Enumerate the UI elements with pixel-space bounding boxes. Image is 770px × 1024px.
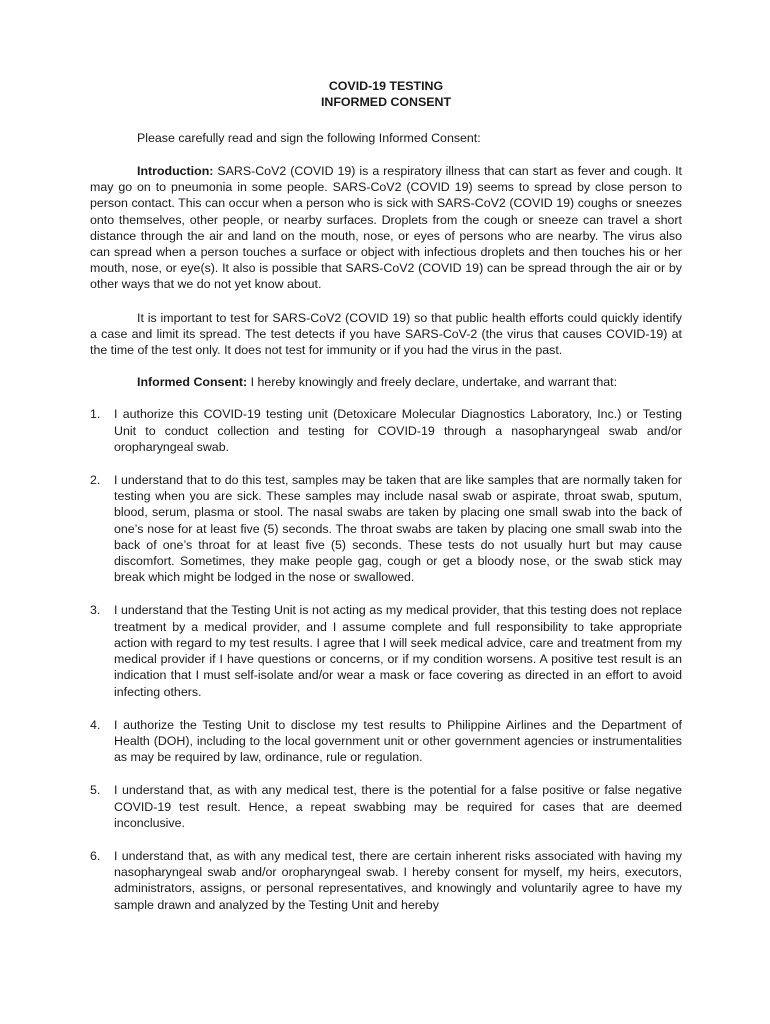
informed-consent-text: I hereby knowingly and freely declare, undertake, and warrant that: — [247, 375, 618, 390]
item-text: I authorize the Testing Unit to disclose my test results to Philippine Airlines and the Department of Health (DOH), including to the local government unit or other government agencies or instrumentalities as may be required by law, ordinance, rule or regulation. — [114, 717, 682, 765]
list-item — [90, 472, 682, 585]
item-text: I understand that, as with any medical test, there are certain inherent risks associated with having my nasopharyngeal swab and/or oropharyngeal swab. I hereby consent for myself, my heirs, executors, administrators, assigns, or personal representatives, and knowingly and voluntarily agree to have my sample drawn and analyzed by the Testing Unit and hereby — [114, 848, 682, 912]
list-item — [90, 602, 682, 699]
list-item — [90, 782, 682, 831]
list-item — [90, 848, 682, 913]
introduction-text: SARS-CoV2 (COVID 19) is a respiratory illness that can start as fever and cough. It may go on to pneumonia in some people. SARS-CoV2 (COVID 19) seems to spread by close person to person contact. This can occur when a person who is sick with SARS-CoV2 (COVID 19) coughs or sneezes onto themselves, other people, or nearby surfaces. Droplets from the cough or sneeze can travel a short distance through the air and land on the mouth, nose, or eyes of persons who are nearby. The virus also can spread when a person touches a surface or object with infectious droplets and then touches his or her mouth, nose, or eye(s). It also is possible that SARS-CoV2 (COVID 19) can be spread through the air or by other ways that we do not yet know about. — [90, 164, 682, 292]
consent-document — [90, 78, 682, 930]
list-item — [90, 406, 682, 455]
informed-consent-label: Informed Consent: — [137, 375, 248, 390]
item-number: 1. — [90, 407, 101, 422]
item-text: I understand that the Testing Unit is not acting as my medical provider, that this testing does not replace treatment by a medical provider, and I assume complete and full responsibility to take appropriate action with regard to my test results. I agree that I will seek medical advice, care and treatment from my medical provider if I have questions or concerns, or if my condition worsens. A positive test result is an indication that I must self-isolate and/or wear a mask or face covering as directed in an effort to avoid infecting others. — [114, 603, 682, 699]
testing-paragraph: It is important to test for SARS-CoV2 (COVID 19) so that public health efforts could quickly identify a case and limit its spread. The test detects if you have SARS-CoV-2 (the virus that causes COVID-19) at the time of the test only. It does not test for immunity or if you had the virus in the past. — [90, 310, 682, 358]
item-number: 2. — [90, 473, 101, 488]
introduction-paragraph — [90, 163, 682, 293]
item-text: I understand that to do this test, samples may be taken that are like samples that are normally taken for testing when you are sick. These samples may include nasal swab or aspirate, throat swab, sputum, blood, serum, plasma or stool. The nasal swabs are taken by placing one small swab into the back of one’s nose for at least five (5) seconds. The throat swabs are taken by placing one small swab into the back of one’s throat for at least five (5) seconds. These tests do not usually hurt but may cause discomfort. Sometimes, they make people gag, cough or get a bloody nose, or the swab stick may break which might be lodged in the nose or swallowed. — [114, 473, 682, 585]
informed-consent-heading — [90, 374, 682, 390]
title-line-1: COVID-19 TESTING — [328, 79, 444, 93]
item-number: 6. — [90, 848, 101, 863]
consent-items-list — [90, 406, 682, 912]
introduction-label: Introduction: — [137, 164, 214, 179]
lead-instruction: Please carefully read and sign the following Informed Consent: — [137, 130, 481, 145]
document-title — [90, 78, 682, 111]
list-item — [90, 717, 682, 766]
title-line-2: INFORMED CONSENT — [320, 95, 452, 110]
item-number: 4. — [90, 717, 101, 732]
item-text: I understand that, as with any medical test, there is the potential for a false positive or false negative COVID-19 test result. Hence, a repeat swabbing may be required for cases that are deemed inconclusive. — [114, 783, 682, 830]
item-number: 5. — [90, 783, 101, 798]
item-text: I authorize this COVID-19 testing unit (Detoxicare Molecular Diagnostics Laboratory, Inc.) or Testing Unit to conduct collection and testing for COVID-19 through a nasopharyngeal swab and/or oropharyngeal swab. — [114, 407, 682, 454]
item-number: 3. — [90, 603, 101, 618]
